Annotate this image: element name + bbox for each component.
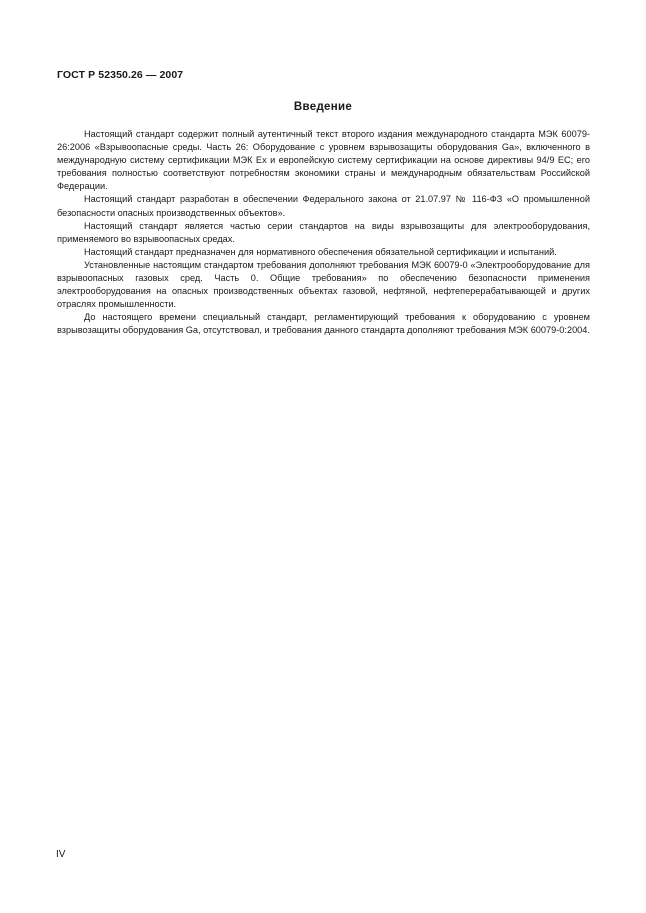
section-title: Введение (293, 101, 353, 113)
paragraph: Настоящий стандарт является частью серии стандартов на виды взрывозащиты для электрооборудования, применяемого во взрывоопасных средах. (57, 220, 590, 244)
paragraph: Установленные настоящим стандартом требования дополняют требования МЭК 60079-0 «Электрооборудование для взрывоопасных газовых сред. Часть 0. Общие требования» по обеспечению безопасности применения электрооборудования на опасных производственных объектах газовой, нефтяной, нефтеперерабатывающей и других отраслях промышленности. (57, 259, 590, 310)
paragraph: Настоящий стандарт содержит полный аутентичный текст второго издания международного стандарта МЭК 60079-26:2006 «Взрывоопасные среды. Часть 26: Оборудование с уровнем взрывозащиты оборудования Ga», включенного в международную систему сертификации МЭК Ex и европейскую систему сертификации на основе директивы 94/9 ЕС; его требования полностью соответствуют потребностям экономики страны и международным обязательствам Российской Федерации. (57, 129, 590, 192)
page-number: IV (56, 849, 66, 860)
paragraph: До настоящего времени специальный стандарт, регламентирующий требования к оборудованию с уровнем взрывозащиты оборудования Ga, отсутствовал, и требования данного стандарта дополняют требования МЭК 60079-0:2004. (57, 312, 590, 336)
paragraph: Настоящий стандарт разработан в обеспечении Федерального закона от 21.07.97 № 116-ФЗ «О промышленной безопасности опасных производственных объектов». (57, 194, 590, 218)
paragraph: Настоящий стандарт предназначен для нормативного обеспечения обязательной сертификации и испытаний. (84, 246, 557, 257)
document-code-header: ГОСТ Р 52350.26 — 2007 (57, 69, 184, 81)
body-text (57, 128, 590, 338)
